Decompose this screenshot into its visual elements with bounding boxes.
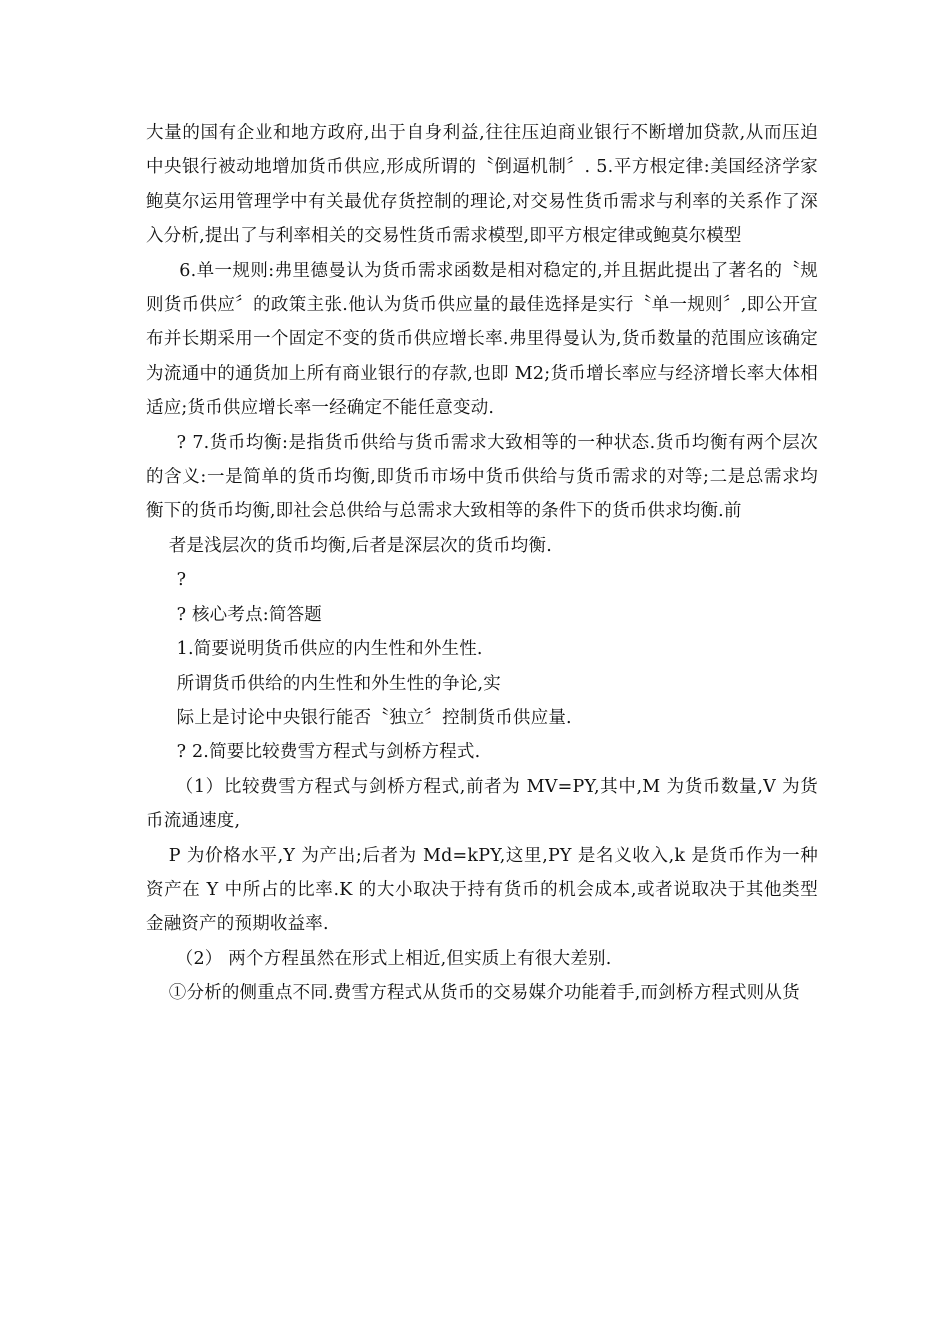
paragraph-7: 1.简要说明货币供应的内生性和外生性. [176, 639, 483, 660]
paragraph-4: 者是浅层次的货币均衡,后者是深层次的货币均衡. [168, 535, 552, 556]
paragraph-11: （1）比较费雪方程式与剑桥方程式,前者为 MV=PY,其中,M 为货币数量,V 为货币流通速度, [146, 776, 818, 832]
paragraph-8: 所谓货币供给的内生性和外生性的争论,实 [176, 673, 501, 694]
paragraph-10: ? 2.简要比较费雪方程式与剑桥方程式. [176, 742, 481, 763]
paragraph-13: （2） 两个方程虽然在形式上相近,但实质上有很大差别. [175, 948, 612, 969]
paragraph-1: 大量的国有企业和地方政府,出于自身利益,往往压迫商业银行不断增加贷款,从而压迫中央银行被动地增加货币供应,形成所谓的〝倒逼机制〞. 5.平方根定律:美国经济学家鲍莫尔运用管理学中有关最优存货控制的理论,对交易性货币需求与利率的关系作了深入分析,提出了与利率相关的交易性货币需求模型,即平方根定律或鲍莫尔模型 [146, 123, 818, 247]
paragraph-2: 6.单一规则:弗里德曼认为货币需求函数是相对稳定的,并且据此提出了著名的〝规则货币供应〞的政策主张.他认为货币供应量的最佳选择是实行〝单一规则〞,即公开宣布并长期采用一个固定不变的货币供应增长率.弗里得曼认为,货币数量的范围应该确定为流通中的通货加上所有商业银行的存款,也即 M2;货币增长率应与经济增长率大体相适应;货币供应增长率一经确定不能任意变动. [146, 260, 818, 419]
paragraph-14: ①分析的侧重点不同.费雪方程式从货币的交易媒介功能着手,而剑桥方程式则从货 [168, 983, 800, 1004]
paragraph-3: ? 7.货币均衡:是指货币供给与货币需求大致相等的一种状态.货币均衡有两个层次的含义:一是简单的货币均衡,即货币市场中货币供给与货币需求的对等;二是总需求均衡下的货币均衡,即社会总供给与总需求大致相等的条件下的货币供求均衡.前 [146, 432, 818, 522]
paragraph-12: P 为价格水平,Y 为产出;后者为 Md=kPY,这里,PY 是名义收入,k 是货币作为一种资产在 Y 中所占的比率.K 的大小取决于持有货币的机会成本,或者说取决于其他类型金融资产的预期收益率. [146, 845, 818, 935]
paragraph-9: 际上是讨论中央银行能否〝独立〞控制货币供应量. [176, 707, 572, 728]
paragraph-6: ? 核心考点:简答题 [176, 604, 322, 625]
document-body [146, 116, 818, 1011]
paragraph-5: ? [176, 570, 187, 591]
